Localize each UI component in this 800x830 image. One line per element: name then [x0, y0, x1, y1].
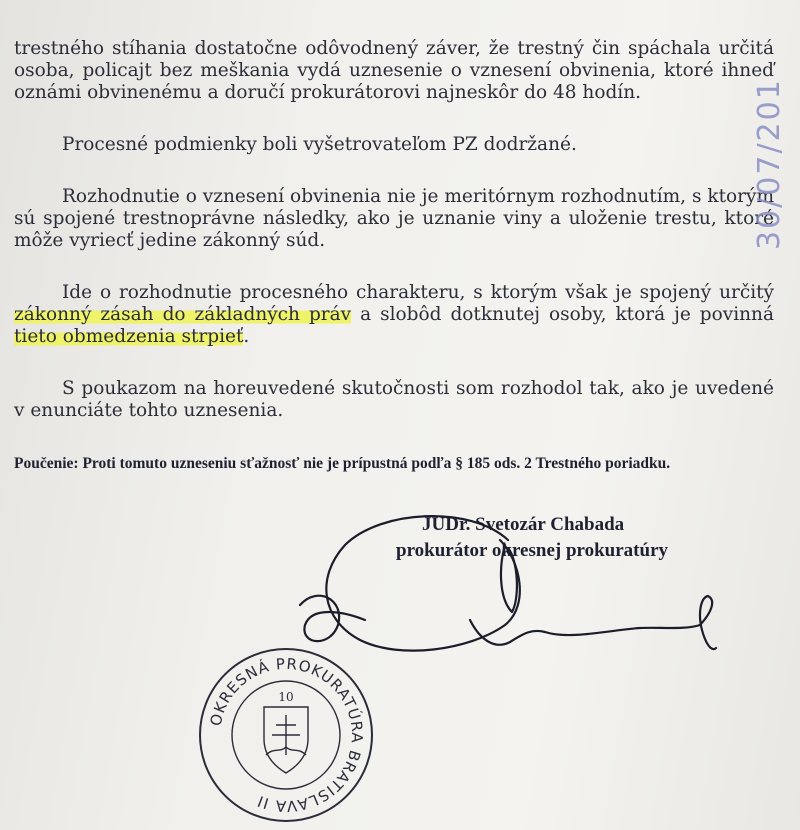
text-fragment: .: [243, 326, 250, 347]
appeal-instruction: Poučenie: Proti tomuto uzneseniu sťažnosť nie je prípustná podľa § 185 ods. 2 Trestného poriadku.: [14, 455, 671, 472]
highlighted-text: zákonný zásah do základných práv: [14, 304, 352, 325]
document-body: [14, 38, 774, 452]
paragraph-decision-nature: Rozhodnutie o vznesení obvinenia nie je meritórnym rozhodnutím, s ktorým sú spojené trestnoprávne následky, ako je uznanie viny a uloženie trestu, ktoré môže vyriecť jedine zákonný súd.: [14, 186, 774, 251]
text-fragment: a slobôd dotknutej osoby, ktorá je povinná: [351, 304, 774, 325]
coat-of-arms-icon: [264, 707, 308, 773]
paragraph-procedural-conditions: Procesné podmienky boli vyšetrovateľom PZ dodržané.: [62, 134, 577, 155]
date-stamp: 30/07/201: [752, 78, 787, 250]
text-fragment: Ide o rozhodnutie procesného charakteru, s ktorým však je spojený určitý: [62, 282, 774, 303]
signer-name: JUDr. Svetozár Chabada: [422, 514, 625, 535]
signer-title: prokurátor okresnej prokuratúry: [396, 540, 669, 561]
highlighted-text: tieto obmedzenia strpieť: [14, 326, 244, 347]
paragraph-conclusion: S poukazom na horeuvedené skutočnosti som rozhodol tak, ako je uvedené v enunciáte tohto uznesenia.: [14, 378, 774, 421]
paragraph-legal-basis: trestného stíhania dostatočne odôvodnený záver, že trestný čin spáchala určitá osoba, policajt bez meškania vydá uznesenie o vznesení obvinenia, ktoré ihneď oznámi obvinenému a doručí prokurátorovi najneskôr do 48 hodín.: [14, 38, 774, 103]
signature-block: [396, 512, 776, 564]
seal-number: 10: [278, 690, 294, 704]
seal-text: OKRESNÁ PROKURATÚRA BRATISLAVA II: [206, 654, 367, 816]
official-seal: [196, 645, 376, 825]
paragraph-procedural-character: [14, 282, 774, 348]
